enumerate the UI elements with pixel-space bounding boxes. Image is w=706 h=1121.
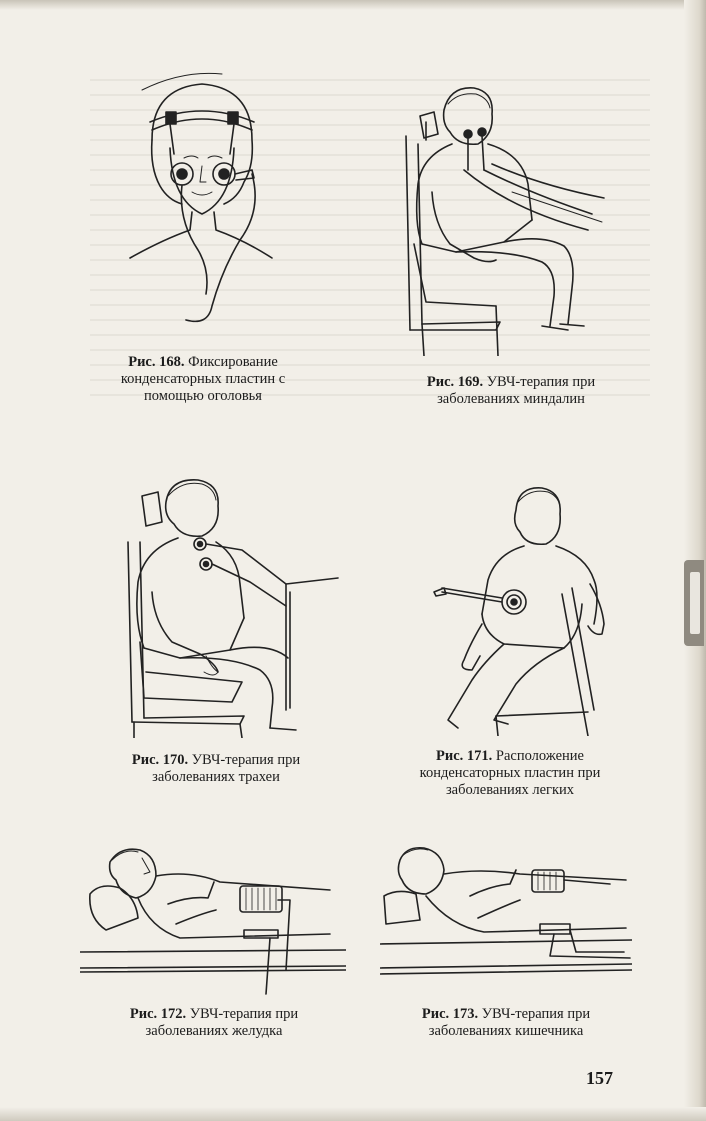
figure-172-text-2: заболеваниях желудка <box>145 1023 283 1039</box>
figure-169-tonsils-illustration <box>392 74 614 356</box>
figure-168-headband-illustration <box>112 70 292 332</box>
figure-171-text-1: Расположение <box>495 748 584 764</box>
caption-figure-171 <box>398 748 622 799</box>
caption-figure-169 <box>400 374 622 408</box>
figure-172-label: Рис. 172. <box>129 1006 187 1022</box>
figure-168-label: Рис. 168. <box>128 354 185 370</box>
page-tab-marker-inner <box>690 572 700 634</box>
figure-170-label: Рис. 170. <box>131 752 189 768</box>
figure-168-text-2: конденсаторных пластин с <box>120 371 286 387</box>
figure-169-text-2: заболеваниях миндалин <box>437 391 585 407</box>
scan-top-shadow <box>0 0 706 10</box>
figure-169-label: Рис. 169. <box>426 374 484 390</box>
figure-168-text-3: помощью оголовья <box>144 388 262 404</box>
figure-171-label: Рис. 171. <box>435 748 493 764</box>
figure-173-text-2: заболеваниях кишечника <box>428 1023 584 1039</box>
figure-173-label: Рис. 173. <box>421 1006 479 1022</box>
figure-173-text-1: УВЧ-терапия при <box>481 1006 591 1022</box>
figure-170-text-1: УВЧ-терапия при <box>191 752 301 768</box>
caption-figure-170 <box>104 752 328 786</box>
caption-figure-168 <box>96 354 310 405</box>
figure-172-stomach-illustration <box>80 838 346 996</box>
figure-171-lungs-illustration <box>424 484 620 736</box>
figure-169-text-1: УВЧ-терапия при <box>486 374 596 390</box>
figure-171-text-2: конденсаторных пластин при <box>419 765 601 781</box>
page-number: 157 <box>586 1068 613 1088</box>
scan-bottom-shadow <box>0 1107 706 1121</box>
figure-171-text-3: заболеваниях легких <box>445 782 575 798</box>
figure-172-text-1: УВЧ-терапия при <box>189 1006 299 1022</box>
caption-figure-172 <box>96 1006 332 1040</box>
figure-170-trachea-illustration <box>120 472 340 738</box>
figure-168-text-1: Фиксирование <box>188 354 278 370</box>
figure-173-intestines-illustration <box>380 840 632 1000</box>
figure-170-text-2: заболеваниях трахеи <box>152 769 280 785</box>
caption-figure-173 <box>392 1006 620 1040</box>
